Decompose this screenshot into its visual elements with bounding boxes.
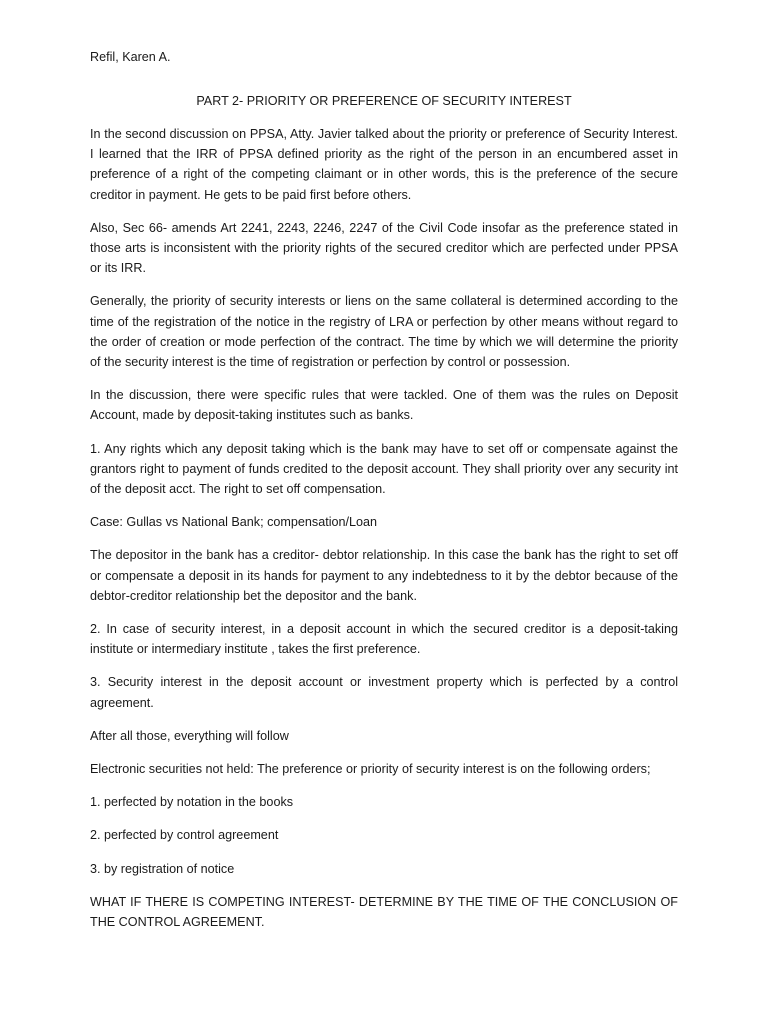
author-name: Refil, Karen A.	[90, 50, 171, 64]
paragraph-competing-interest: WHAT IF THERE IS COMPETING INTEREST- DETERMINE BY THE TIME OF THE CONCLUSION OF THE CONTROL AGREEMENT.	[90, 894, 678, 930]
paragraph-deposit-account-rules: In the discussion, there were specific rules that were tackled. One of them was the rules on Deposit Account, made by deposit-taking institutes such as banks.	[90, 388, 678, 423]
section-heading: PART 2- PRIORITY OR PREFERENCE OF SECURITY INTEREST	[196, 94, 572, 108]
paragraph-case-citation: Case: Gullas vs National Bank; compensation/Loan	[90, 515, 378, 530]
paragraph-sec-66: Also, Sec 66- amends Art 2241, 2243, 2246, 2247 of the Civil Code insofar as the preference stated in those arts is inconsistent with the priority rights of the secured creditor which are perfected under PPSA or its IRR.	[90, 220, 678, 276]
paragraph-electronic-securities: Electronic securities not held: The preference or priority of security interest is on the following orders;	[90, 762, 651, 777]
paragraph-rule-3: 3. Security interest in the deposit account or investment property which is perfected by a control agreement.	[90, 675, 678, 710]
paragraph-rule-1: 1. Any rights which any deposit taking which is the bank may have to set off or compensate against the grantors right to payment of funds credited to the deposit account. They shall priority over any security int of the deposit acct. The right to set off compensation.	[90, 441, 678, 497]
paragraph-general-rule: Generally, the priority of security interests or liens on the same collateral is determined according to the time of the registration of the notice in the registry of LRA or perfection by other means without regard to the order of creation or mode perfection of the contract. The time by which we will determine the priority of the security interest is the time of registration or perfection by control or possession.	[90, 294, 678, 370]
paragraph-after-all: After all those, everything will follow	[90, 728, 289, 743]
paragraph-rule-2: 2. In case of security interest, in a deposit account in which the secured creditor is a deposit-taking institute or intermediary institute , takes the first preference.	[90, 622, 678, 657]
list-item-notation: 1. perfected by notation in the books	[90, 795, 294, 810]
paragraph-priority-definition: In the second discussion on PPSA, Atty. Javier talked about the priority or preference of Security Interest. I learned that the IRR of PPSA defined priority as the right of the person in an encumbered asset in preference of a right of the competing claimant or in other words, this is the preference of the secure creditor in payment. He gets to be paid first before others.	[90, 127, 678, 202]
paragraph-case-discussion: The depositor in the bank has a creditor- debtor relationship. In this case the bank has the right to set off or compensate a deposit in its hands for payment to any indebtedness to it by the debtor because of the debtor-creditor relationship bet the depositor and the bank.	[90, 548, 678, 603]
list-item-registration: 3. by registration of notice	[90, 861, 235, 876]
list-item-control-agreement: 2. perfected by control agreement	[90, 828, 279, 843]
document-body	[90, 44, 678, 932]
